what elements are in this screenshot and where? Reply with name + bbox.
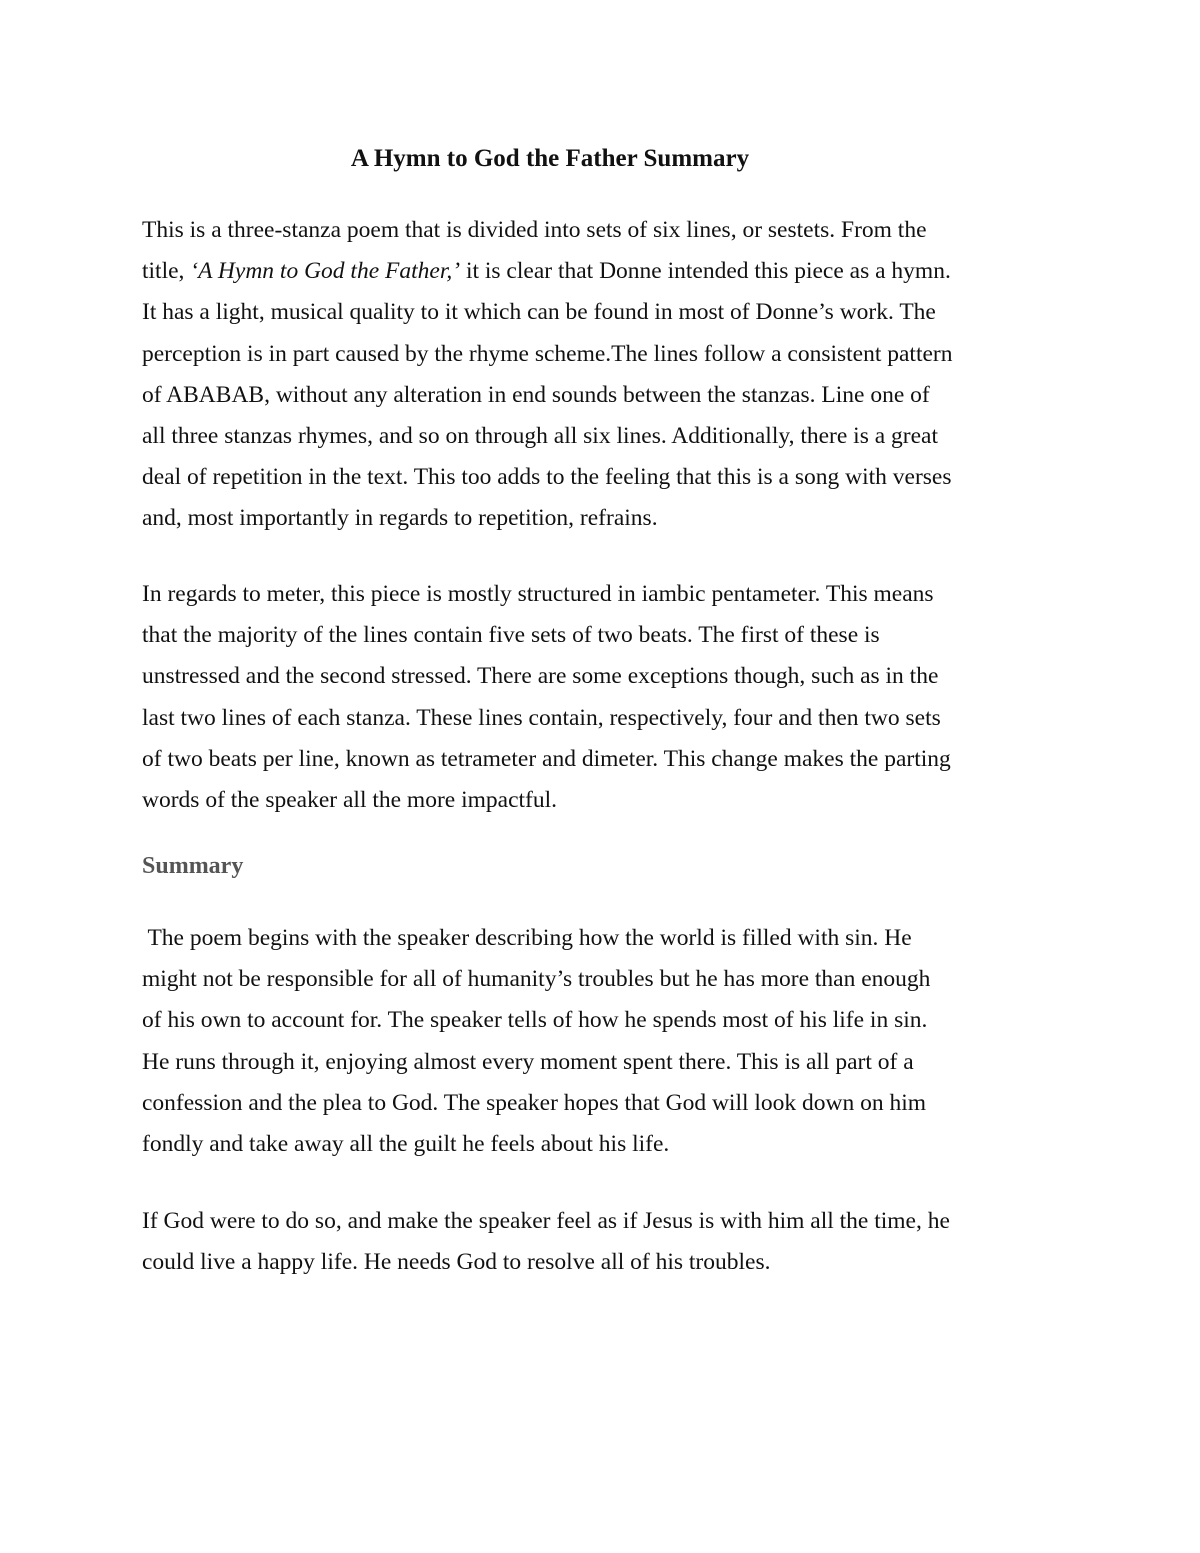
text-line: deal of repetition in the text. This too adds to the feeling that this is a song with verses [142, 464, 952, 491]
text-line: The poem begins with the speaker describing how the world is filled with sin. He [142, 925, 912, 951]
text-line: fondly and take away all the guilt he feels about his life. [142, 1131, 670, 1158]
text-line: last two lines of each stanza. These lines contain, respectively, four and then two sets [142, 704, 941, 731]
text-segment: title, [142, 258, 191, 285]
text-line: confession and the plea to God. The speaker hopes that God will look down on him [142, 1089, 927, 1116]
text-line: of two beats per line, known as tetrameter and dimeter. This change makes the parting [142, 745, 951, 772]
paragraph-meter [142, 574, 1062, 821]
text-line: perception is in part caused by the rhyme scheme.The lines follow a consistent pattern [142, 340, 953, 367]
text-line: It has a light, musical quality to it which can be found in most of Donne’s work. The [142, 299, 936, 326]
text-line: If God were to do so, and make the speaker feel as if Jesus is with him all the time, he [142, 1208, 950, 1234]
document-title: A Hymn to God the Father Summary [350, 145, 750, 172]
text-line: and, most importantly in regards to repetition, refrains. [142, 505, 658, 532]
text-line: words of the speaker all the more impactful. [142, 787, 558, 814]
paragraph-structure [142, 210, 1062, 540]
text-line: In regards to meter, this piece is mostly structured in iambic pentameter. This means [142, 581, 934, 607]
text-line: unstressed and the second stressed. There are some exceptions though, such as in the [142, 663, 939, 690]
text-line: of ABABAB, without any alteration in end sounds between the stanzas. Line one of [142, 381, 930, 408]
text-line: of his own to account for. The speaker tells of how he spends most of his life in sin. [142, 1007, 928, 1034]
text-line: might not be responsible for all of humanity’s troubles but he has more than enough [142, 966, 931, 993]
poem-title-italic: ‘A Hymn to God the Father,’ [190, 258, 461, 285]
text-line [142, 251, 1062, 292]
text-line: This is a three-stanza poem that is divided into sets of six lines, or sestets. From the [142, 217, 927, 243]
text-segment: it is clear that Donne intended this piece as a hymn. [460, 258, 951, 285]
paragraph-summary [142, 918, 1062, 1165]
paragraph-conclusion [142, 1201, 1062, 1283]
text-line: that the majority of the lines contain five sets of two beats. The first of these is [142, 622, 880, 649]
text-line: all three stanzas rhymes, and so on through all six lines. Additionally, there is a great [142, 423, 938, 450]
text-line: could live a happy life. He needs God to resolve all of his troubles. [142, 1249, 771, 1276]
section-heading: Summary [142, 853, 244, 879]
text-line: He runs through it, enjoying almost every moment spent there. This is all part of a [142, 1048, 914, 1075]
